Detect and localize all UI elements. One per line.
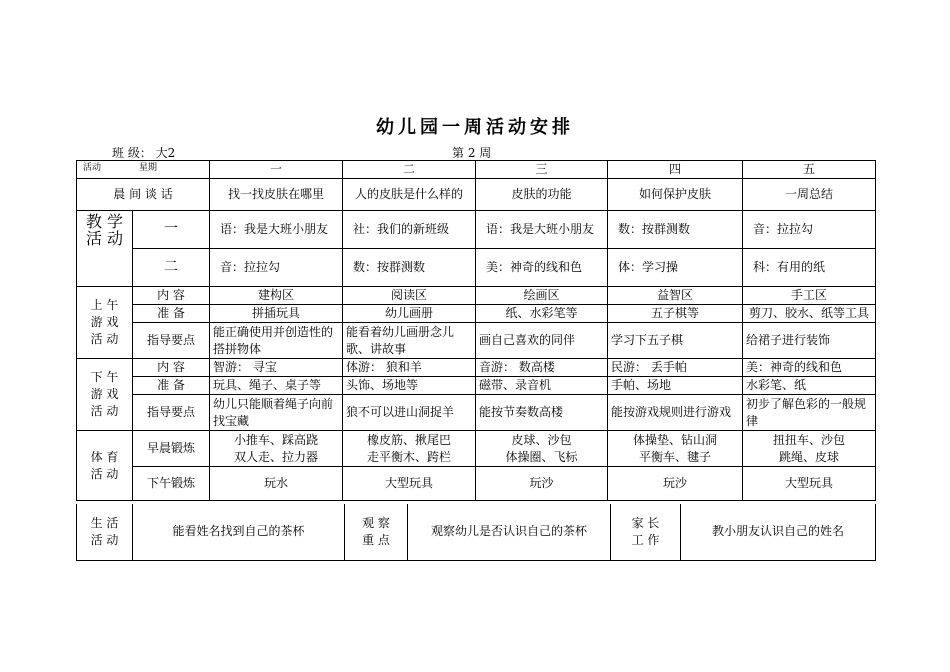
- observe-label-line: 重 点: [362, 532, 390, 547]
- table-cell: 语：我是大班小朋友: [210, 211, 343, 249]
- cell-line: 皮球、沙包: [511, 432, 572, 447]
- table-cell: [476, 431, 608, 467]
- table-cell: 社：我们的新班级: [343, 211, 476, 249]
- header-corner-cell: [77, 161, 210, 179]
- table-cell: 找一找皮肤在哪里: [210, 179, 343, 211]
- parent-label-line: 工 作: [631, 532, 660, 547]
- cell-line: 平衡车、毽子: [638, 449, 711, 464]
- table-cell: 音：拉拉勾: [743, 211, 876, 249]
- life-row: [77, 504, 876, 560]
- teaching-label: [77, 211, 133, 287]
- pe-morning-row: [77, 431, 876, 467]
- am-content-row: [77, 287, 876, 305]
- teaching-row-2: [77, 249, 876, 287]
- morning-talk-label: 晨 间 谈 话: [77, 179, 210, 211]
- am-games-label-line: 活 动: [90, 332, 119, 346]
- table-cell: 能正确使用并创造性的搭拼物体: [210, 323, 343, 359]
- pe-label-line: 体 育: [90, 449, 119, 464]
- cell-line: 跳绳、皮球: [778, 449, 839, 464]
- parent-label-line: 家 长: [631, 515, 660, 530]
- pe-afternoon-row: [77, 467, 876, 501]
- am-games-label: [77, 287, 133, 359]
- cell-line: 体操圈、飞标: [505, 449, 578, 464]
- life-label: [77, 504, 133, 560]
- table-cell: 头饰、场地等: [343, 377, 476, 395]
- observe-text: 观察幼儿是否认识自己的茶杯: [408, 504, 611, 560]
- table-cell: 大型玩具: [343, 467, 476, 501]
- pe-label-line: 活 动: [90, 466, 119, 481]
- table-cell: 手工区: [743, 287, 876, 305]
- row-label: 内 容: [133, 359, 210, 377]
- week-label: 第 2 周: [452, 146, 492, 160]
- cell-line: 走平衡木、跨栏: [366, 449, 451, 464]
- table-cell: 能按节奏数高楼: [476, 395, 608, 431]
- table-cell: 人的皮肤是什么样的: [343, 179, 476, 211]
- morning-talk-row: [77, 179, 876, 211]
- class-label: 班 级： 大2: [112, 146, 176, 160]
- pe-label: [77, 431, 133, 501]
- row-label: 准 备: [133, 305, 210, 323]
- teaching-row-1: [77, 211, 876, 249]
- table-cell: 能看着幼儿画册念儿歌、讲故事: [343, 323, 476, 359]
- table-cell: 玩具、绳子、桌子等: [210, 377, 343, 395]
- life-label-line: 生 活: [90, 515, 119, 530]
- table-cell: 建构区: [210, 287, 343, 305]
- table-cell: 手帕、场地: [608, 377, 743, 395]
- table-cell: 益智区: [608, 287, 743, 305]
- pm-content-row: [77, 359, 876, 377]
- life-activities-table: [76, 504, 876, 561]
- table-cell: 体游： 狼和羊: [343, 359, 476, 377]
- cell-line: 橡皮筋、揪尾巴: [366, 432, 451, 447]
- table-cell: 如何保护皮肤: [608, 179, 743, 211]
- table-cell: 狼不可以进山洞捉羊: [343, 395, 476, 431]
- table-cell: 美：神奇的线和色: [743, 359, 876, 377]
- am-games-label-line: 上 午: [90, 298, 119, 312]
- table-cell: 纸、水彩笔等: [476, 305, 608, 323]
- day-header: 二: [343, 161, 476, 179]
- day-header: 五: [743, 161, 876, 179]
- cell-line: 双人走、拉力器: [233, 449, 318, 464]
- teaching-label-line1: 教 学: [85, 212, 124, 231]
- table-cell: 玩沙: [608, 467, 743, 501]
- day-header: 一: [210, 161, 343, 179]
- observe-label-line: 观 察: [362, 515, 390, 530]
- table-cell: [608, 431, 743, 467]
- table-cell: 音游： 数高楼: [476, 359, 608, 377]
- table-cell: 数：按群测数: [608, 211, 743, 249]
- am-guide-row: [77, 323, 876, 359]
- table-cell: 剪刀、胶水、纸等工具: [743, 305, 876, 323]
- table-cell: 科：有用的纸: [743, 249, 876, 287]
- life-text: 能看姓名找到自己的茶杯: [133, 504, 345, 560]
- table-cell: 拼插玩具: [210, 305, 343, 323]
- header-activity-label: 活动: [83, 163, 102, 173]
- teaching-number: 一: [133, 211, 210, 249]
- observe-label: [345, 504, 408, 560]
- table-cell: 幼儿只能顺着绳子向前找宝藏: [210, 395, 343, 431]
- table-cell: 大型玩具: [743, 467, 876, 501]
- parent-label: [611, 504, 681, 560]
- row-label: 指导要点: [133, 323, 210, 359]
- table-cell: [743, 431, 876, 467]
- pm-prep-row: [77, 377, 876, 395]
- table-cell: 能按游戏规则进行游戏: [608, 395, 743, 431]
- table-cell: 音：拉拉勾: [210, 249, 343, 287]
- table-cell: 阅读区: [343, 287, 476, 305]
- table-cell: 初步了解色彩的一般规律: [743, 395, 876, 431]
- row-label: 指导要点: [133, 395, 210, 431]
- table-cell: 五子棋等: [608, 305, 743, 323]
- table-cell: 玩水: [210, 467, 343, 501]
- table-cell: 皮肤的功能: [476, 179, 608, 211]
- row-label: 早晨锻炼: [133, 431, 210, 467]
- table-cell: 民游： 丢手帕: [608, 359, 743, 377]
- header-weekday-label: 星期: [139, 163, 158, 173]
- table-cell: 语：我是大班小朋友: [476, 211, 608, 249]
- header-row: [77, 161, 876, 179]
- table-cell: [343, 431, 476, 467]
- table-cell: 智游： 寻宝: [210, 359, 343, 377]
- day-header: 三: [476, 161, 608, 179]
- life-label-line: 活 动: [90, 532, 119, 547]
- am-prep-row: [77, 305, 876, 323]
- row-label: 内 容: [133, 287, 210, 305]
- cell-line: 小推车、踩高跷: [233, 432, 318, 447]
- day-header: 四: [608, 161, 743, 179]
- pm-games-label-line: 下 午: [90, 370, 119, 384]
- row-label: 下午锻炼: [133, 467, 210, 501]
- table-cell: 玩沙: [476, 467, 608, 501]
- teaching-number: 二: [133, 249, 210, 287]
- table-cell: 给裙子进行装饰: [743, 323, 876, 359]
- page-title: 幼儿园一周活动安排: [376, 117, 574, 138]
- pm-games-label-line: 游 戏: [90, 387, 119, 401]
- am-games-label-line: 游 戏: [90, 315, 119, 329]
- pm-games-label: [77, 359, 133, 431]
- table-cell: 幼儿画册: [343, 305, 476, 323]
- table-cell: 体：学习操: [608, 249, 743, 287]
- pm-games-label-line: 活 动: [90, 404, 119, 418]
- parent-text: 教小朋友认识自己的姓名: [681, 504, 876, 560]
- teaching-label-line2: 活 动: [85, 229, 124, 248]
- table-cell: 绘画区: [476, 287, 608, 305]
- table-cell: 数：按群测数: [343, 249, 476, 287]
- cell-line: 体操垫、钻山洞: [632, 432, 717, 447]
- table-cell: 一周总结: [743, 179, 876, 211]
- pm-guide-row: [77, 395, 876, 431]
- table-cell: 美：神奇的线和色: [476, 249, 608, 287]
- row-label: 准 备: [133, 377, 210, 395]
- weekly-schedule-table: [76, 160, 876, 501]
- table-cell: 画自己喜欢的同伴: [476, 323, 608, 359]
- table-cell: [210, 431, 343, 467]
- cell-line: 扭扭车、沙包: [772, 432, 845, 447]
- table-cell: 水彩笔、纸: [743, 377, 876, 395]
- table-cell: 学习下五子棋: [608, 323, 743, 359]
- table-cell: 磁带、录音机: [476, 377, 608, 395]
